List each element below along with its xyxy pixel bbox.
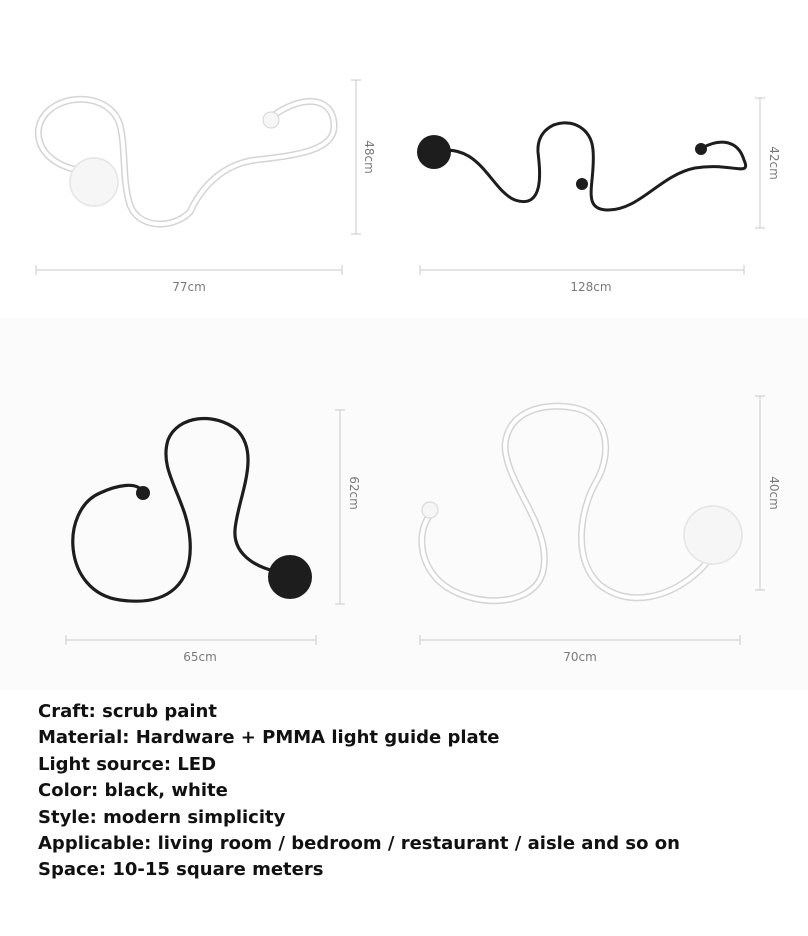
lamp-base-disc (684, 506, 742, 564)
lamp-base-disc (70, 158, 118, 206)
lamp-joint-cap (576, 178, 588, 190)
width-label-4: 70cm (563, 650, 597, 664)
lamp-end-cap (136, 486, 150, 500)
lamp-end-cap (695, 143, 707, 155)
lamp-black-loop (73, 419, 312, 602)
lamp-black-wave (417, 123, 746, 210)
lamp-white-loop (422, 406, 742, 601)
spec-space: Space: 10-15 square meters (38, 859, 324, 881)
dimension-markers-2 (420, 98, 781, 294)
lamp-end-cap (422, 502, 438, 518)
width-label-1: 77cm (172, 280, 206, 294)
spec-material: Material: Hardware + PMMA light guide plate (38, 727, 500, 749)
height-label-2: 42cm (767, 146, 781, 180)
dimension-markers-3 (66, 410, 361, 664)
spec-list (38, 699, 680, 884)
spec-color: Color: black, white (38, 780, 228, 802)
spec-light-source: Light source: LED (38, 753, 217, 775)
height-label-4: 40cm (767, 476, 781, 510)
width-label-2: 128cm (570, 280, 612, 294)
lamp-base-disc (417, 135, 451, 169)
height-label-3: 62cm (347, 476, 361, 510)
spec-style: Style: modern simplicity (38, 806, 286, 828)
lamp-base-disc (268, 555, 312, 599)
spec-craft: Craft: scrub paint (38, 701, 217, 722)
spec-applicable: Applicable: living room / bedroom / restaurant / aisle and so on (38, 833, 680, 855)
lamp-white-swirl (38, 99, 334, 224)
height-label-1: 48cm (362, 140, 376, 174)
lamp-end-cap (263, 112, 279, 128)
width-label-3: 65cm (183, 650, 217, 664)
